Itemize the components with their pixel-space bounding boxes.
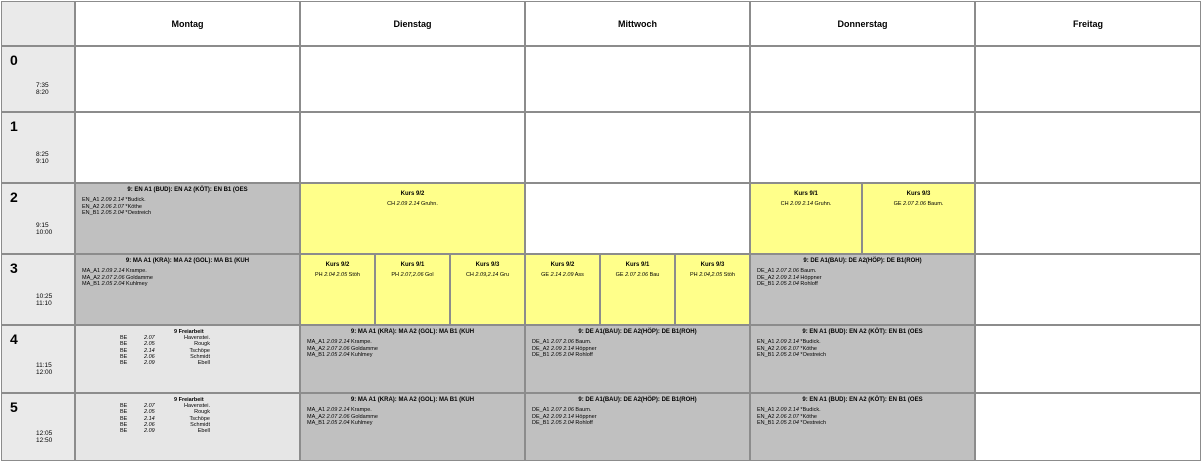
teacher: Goldamme — [124, 274, 153, 281]
empty-slot — [525, 112, 750, 183]
course-line — [301, 272, 374, 278]
rooms: 2.09 2.14 — [396, 201, 420, 207]
teacher: Rohloff — [573, 352, 593, 358]
group: EN_B1 — [82, 210, 101, 216]
block-line — [82, 210, 299, 217]
teacher: Schmidt — [190, 353, 210, 360]
period-2 — [1, 183, 75, 254]
block-title: 9 Freiarbeit — [174, 329, 204, 335]
teacher: Baum. — [798, 268, 817, 274]
empty-slot — [525, 46, 750, 112]
teacher: Gruhn. — [419, 201, 438, 207]
rooms: 2.04,2.05 — [699, 272, 723, 278]
group: EN_A2 — [757, 413, 776, 420]
rooms: 2.09 2.14 — [326, 339, 350, 345]
rooms: 2.07 2.06 — [101, 274, 125, 281]
teacher: *Budick. — [798, 407, 821, 413]
block-lines — [307, 339, 524, 359]
period-end: 11:10 — [36, 299, 52, 307]
subject: CH — [387, 201, 397, 207]
period-end: 12:00 — [36, 369, 53, 376]
block-title: 9 Freiarbeit — [174, 397, 204, 403]
block-line — [532, 352, 749, 359]
group: DE_B1 — [532, 420, 551, 426]
teacher: Bau — [648, 272, 660, 278]
subject: GE — [541, 272, 551, 278]
block-lines — [532, 339, 749, 359]
teacher: Tschöpe — [189, 415, 210, 422]
teacher: Goldamme — [349, 413, 378, 420]
rooms: 2.09 2.14 — [100, 197, 124, 203]
teacher: Rougk — [194, 409, 210, 416]
group: MA_A2 — [307, 413, 327, 420]
period-time — [36, 362, 52, 376]
lesson-dienstag-4[interactable] — [300, 325, 525, 393]
rooms: 2.05 2.04 — [326, 420, 350, 426]
group: BE — [120, 415, 128, 422]
rooms: 2.06 2.07 — [775, 345, 799, 352]
group: DE_A2 — [532, 413, 551, 420]
teacher: Krampe. — [124, 268, 147, 274]
day-header-dienstag — [300, 1, 525, 46]
rooms: 2.14 — [144, 347, 155, 354]
group: BE — [120, 428, 128, 435]
group: BE — [120, 335, 128, 342]
teacher: Baum. — [573, 407, 592, 413]
teacher: Ass — [573, 272, 584, 278]
block-line — [757, 281, 974, 288]
rooms: 2.09 2.14 — [326, 407, 350, 413]
course-title: Kurs 9/2 — [400, 191, 425, 197]
rooms: 2.06 — [144, 353, 155, 360]
group: EN_A2 — [757, 345, 776, 352]
block-title: 9: DE A1(BAU): DE A2(HÖP): DE B1(ROH) — [803, 258, 922, 264]
course-title: Kurs 9/3 — [700, 262, 725, 268]
teacher: Krampe. — [349, 339, 372, 345]
course-line — [863, 201, 974, 207]
course-title: Kurs 9/3 — [906, 191, 931, 197]
block-lines — [757, 268, 974, 288]
rooms: 2.05 2.04 — [775, 420, 799, 426]
subject: CH — [780, 201, 791, 207]
rooms: 2.04 2.05 — [324, 272, 348, 278]
empty-slot — [750, 112, 975, 183]
lesson-dienstag-3a[interactable] — [300, 254, 375, 325]
group: DE_A2 — [532, 345, 551, 352]
teacher: Havenstei. — [184, 403, 210, 410]
period-end: 9:10 — [36, 157, 49, 165]
block-title: 9: DE A1(BAU): DE A2(HÖP): DE B1(ROH) — [578, 397, 697, 403]
teacher: Stöh — [722, 272, 735, 278]
lesson-montag-4[interactable] — [75, 325, 300, 393]
lesson-mittwoch-3b[interactable] — [600, 254, 675, 325]
block-lines — [307, 407, 524, 427]
period-start: 10:25 — [36, 292, 53, 300]
block-title: 9: EN A1 (BUD): EN A2 (KÖT): EN B1 (OES — [127, 187, 248, 193]
block-lines — [82, 268, 299, 288]
rooms: 2.09 2.14 — [101, 268, 125, 274]
teacher: Goldamme — [349, 345, 378, 352]
period-start: 9:15 — [36, 221, 49, 229]
block-line — [757, 420, 974, 427]
rooms: 2.07 2.06 — [903, 201, 926, 207]
period-number: 0 — [10, 52, 18, 68]
subject: GE — [615, 272, 626, 278]
teacher: Kuhlmey — [349, 352, 373, 358]
teacher: Rohloff — [573, 420, 593, 426]
rooms: 2.07 — [144, 403, 155, 410]
teacher: *Budick. — [798, 339, 821, 345]
teacher: Höppner — [798, 274, 822, 281]
day-header-label: Mittwoch — [618, 18, 657, 29]
subject: PH — [690, 272, 700, 278]
block-line — [307, 420, 524, 427]
lesson-dienstag-5[interactable] — [300, 393, 525, 461]
day-header-montag — [75, 1, 300, 46]
course-title: Kurs 9/1 — [794, 191, 818, 197]
empty-slot — [975, 183, 1201, 254]
rooms: 2.05 2.04 — [550, 420, 574, 426]
empty-slot — [750, 46, 975, 112]
teacher: Ebell — [197, 428, 210, 435]
group: MA_B1 — [307, 420, 327, 426]
teacher: *Oestreich — [798, 420, 827, 426]
subject: PH — [315, 272, 325, 278]
empty-slot — [75, 112, 300, 183]
rooms: 2.09 2.14 — [550, 345, 574, 352]
lesson-dienstag-3b[interactable] — [375, 254, 450, 325]
period-end: 10:00 — [36, 228, 53, 236]
teacher: Gru — [498, 272, 510, 278]
course-title: Kurs 9/1 — [625, 262, 650, 268]
course-title: Kurs 9/2 — [550, 262, 575, 268]
course-line — [676, 272, 749, 278]
rooms: 2.07 2.06 — [625, 272, 649, 278]
period-number: 4 — [10, 331, 18, 347]
empty-slot — [75, 46, 300, 112]
course-line — [526, 272, 599, 278]
rooms: 2.05 2.04 — [100, 210, 124, 216]
period-4 — [1, 325, 75, 393]
teacher: Kuhlmey — [124, 281, 148, 287]
teacher: Tschöpe — [189, 347, 210, 354]
teacher: Gol — [423, 272, 434, 278]
group: DE_B1 — [757, 281, 776, 287]
rooms: 2.07 2.06 — [550, 407, 574, 413]
group: MA_B1 — [307, 352, 327, 358]
period-number: 2 — [10, 189, 18, 205]
period-time — [36, 430, 52, 444]
period-time — [36, 222, 52, 236]
day-header-donnerstag — [750, 1, 975, 46]
empty-slot — [975, 325, 1201, 393]
group: BE — [120, 409, 128, 416]
subject: CH — [465, 272, 476, 278]
course-line — [451, 272, 524, 278]
teacher: Rohloff — [798, 281, 818, 287]
day-header-freitag — [975, 1, 1201, 46]
rooms: 2.09 2.14 — [550, 413, 574, 420]
lesson-donnerstag-5[interactable] — [750, 393, 975, 461]
day-header-label: Donnerstag — [837, 18, 888, 29]
rooms: 2.09 2.14 — [775, 407, 799, 413]
teacher: *Köthe — [798, 345, 817, 352]
rooms: 2.06 2.07 — [100, 203, 124, 210]
group: DE_A2 — [757, 274, 776, 281]
rooms: 2.05 2.04 — [550, 352, 574, 358]
block-line — [120, 428, 299, 434]
empty-slot — [975, 393, 1201, 461]
period-start: 8:25 — [36, 150, 49, 158]
group: EN_A1 — [757, 339, 776, 345]
course-line — [376, 272, 449, 278]
block-lines — [532, 407, 749, 427]
lesson-mittwoch-5[interactable] — [525, 393, 750, 461]
teacher: *Budick. — [123, 197, 146, 203]
course-line — [751, 201, 861, 207]
group: MA_A1 — [307, 407, 327, 413]
day-header-label: Montag — [171, 18, 204, 29]
lesson-donnerstag-4[interactable] — [750, 325, 975, 393]
block-line — [757, 352, 974, 359]
rooms: 2.05 — [144, 409, 155, 416]
lesson-donnerstag-2a[interactable] — [750, 183, 862, 254]
group: BE — [120, 353, 128, 360]
rooms: 2.14 — [144, 415, 155, 422]
group: DE_A1 — [757, 268, 776, 274]
group: BE — [120, 360, 128, 367]
group: EN_B1 — [757, 420, 776, 426]
period-number: 3 — [10, 260, 18, 276]
empty-slot — [525, 183, 750, 254]
period-time — [36, 82, 49, 96]
day-header-label: Dienstag — [393, 18, 432, 29]
lesson-mittwoch-4[interactable] — [525, 325, 750, 393]
period-end: 8:20 — [36, 89, 49, 96]
teacher: Rougk — [194, 341, 210, 348]
period-number: 5 — [10, 399, 18, 415]
teacher: *Köthe — [798, 413, 817, 420]
rooms: 2.07 — [144, 335, 155, 342]
lesson-dienstag-2[interactable] — [300, 183, 525, 254]
block-title: 9: DE A1(BAU): DE A2(HÖP): DE B1(ROH) — [578, 329, 697, 335]
teacher: Baum. — [573, 339, 592, 345]
group: BE — [120, 341, 128, 348]
block-title: 9: MA A1 (KRA): MA A2 (GOL): MA B1 (KUH — [125, 258, 250, 264]
group: BE — [120, 347, 128, 354]
course-line — [301, 201, 524, 207]
block-line — [82, 281, 299, 288]
group: MA_B1 — [82, 281, 102, 287]
rooms: 2.09 2.14 — [790, 201, 814, 207]
block-lines — [82, 197, 299, 217]
period-start: 11:15 — [36, 362, 52, 369]
block-title: 9: MA A1 (KRA): MA A2 (GOL): MA B1 (KUH — [350, 329, 475, 335]
period-3 — [1, 254, 75, 325]
teacher: Höppner — [573, 413, 597, 420]
group: BE — [120, 403, 128, 410]
corner-cell — [1, 1, 75, 46]
rooms: 2.07 2.06 — [326, 345, 350, 352]
group: MA_A2 — [307, 345, 327, 352]
group: BE — [120, 421, 128, 428]
teacher: Höppner — [573, 345, 597, 352]
frei-lines — [120, 329, 299, 366]
lesson-mittwoch-3a[interactable] — [525, 254, 600, 325]
period-1 — [1, 112, 75, 183]
lesson-montag-3[interactable] — [75, 254, 300, 325]
group: DE_B1 — [532, 352, 551, 358]
teacher: *Oestreich — [123, 210, 152, 216]
period-start: 7:35 — [36, 82, 49, 89]
rooms: 2.07 2.06 — [326, 413, 350, 420]
course-title: Kurs 9/3 — [475, 262, 500, 268]
rooms: 2.09,2.14 — [475, 272, 499, 278]
rooms: 2.06 — [144, 421, 155, 428]
block-lines — [757, 407, 974, 427]
group: EN_B1 — [757, 352, 776, 358]
block-title: 9: EN A1 (BUD): EN A2 (KÖT): EN B1 (OES — [802, 329, 923, 335]
group: EN_A1 — [82, 197, 101, 203]
teacher: Gruhn. — [813, 201, 832, 207]
lesson-montag-2[interactable] — [75, 183, 300, 254]
period-time — [36, 151, 49, 165]
teacher: Ebell — [197, 360, 210, 367]
empty-slot — [300, 46, 525, 112]
empty-slot — [975, 46, 1201, 112]
period-time — [36, 293, 52, 307]
rooms: 2.07 2.06 — [775, 268, 799, 274]
group: MA_A1 — [307, 339, 327, 345]
block-title: 9: MA A1 (KRA): MA A2 (GOL): MA B1 (KUH — [350, 397, 475, 403]
group: MA_A1 — [82, 268, 102, 274]
course-title: Kurs 9/1 — [400, 262, 425, 268]
teacher: Baum. — [925, 201, 944, 207]
teacher: Schmidt — [190, 421, 210, 428]
block-line — [120, 360, 299, 366]
period-5 — [1, 393, 75, 461]
rooms: 2.05 2.04 — [775, 281, 799, 287]
course-line — [601, 272, 674, 278]
group: DE_A1 — [532, 407, 551, 413]
rooms: 2.07,2.06 — [400, 272, 424, 278]
teacher: Stöh — [347, 272, 360, 278]
period-end: 12:50 — [36, 437, 53, 444]
course-title: Kurs 9/2 — [325, 262, 350, 268]
subject: GE — [893, 201, 904, 207]
rooms: 2.09 — [144, 360, 155, 367]
empty-slot — [300, 112, 525, 183]
rooms: 2.07 2.06 — [550, 339, 574, 345]
empty-slot — [975, 112, 1201, 183]
rooms: 2.05 — [144, 341, 155, 348]
day-header-mittwoch — [525, 1, 750, 46]
lesson-mittwoch-3c[interactable] — [675, 254, 750, 325]
period-0 — [1, 46, 75, 112]
empty-slot — [975, 254, 1201, 325]
period-number: 1 — [10, 118, 18, 134]
rooms: 2.14 2.09 — [550, 272, 574, 278]
teacher: Kuhlmey — [349, 420, 373, 426]
day-header-label: Freitag — [1072, 18, 1103, 29]
lesson-donnerstag-2b[interactable] — [862, 183, 975, 254]
rooms: 2.09 2.14 — [775, 274, 799, 281]
group: DE_A1 — [532, 339, 551, 345]
rooms: 2.06 2.07 — [775, 413, 799, 420]
group: EN_A1 — [757, 407, 776, 413]
group: EN_A2 — [82, 203, 101, 210]
group: MA_A2 — [82, 274, 102, 281]
block-line — [307, 352, 524, 359]
teacher: Havenstei. — [184, 335, 210, 342]
rooms: 2.05 2.04 — [326, 352, 350, 358]
block-lines — [757, 339, 974, 359]
teacher: *Köthe — [123, 203, 142, 210]
teacher: Krampe. — [349, 407, 372, 413]
rooms: 2.05 2.04 — [775, 352, 799, 358]
teacher: *Oestreich — [798, 352, 827, 358]
frei-lines — [120, 397, 299, 434]
lesson-montag-5[interactable] — [75, 393, 300, 461]
subject: PH — [391, 272, 401, 278]
lesson-donnerstag-3[interactable] — [750, 254, 975, 325]
block-line — [532, 420, 749, 427]
rooms: 2.05 2.04 — [101, 281, 125, 287]
rooms: 2.09 2.14 — [775, 339, 799, 345]
rooms: 2.09 — [144, 428, 155, 435]
lesson-dienstag-3c[interactable] — [450, 254, 525, 325]
period-start: 12:05 — [36, 430, 53, 437]
block-title: 9: EN A1 (BUD): EN A2 (KÖT): EN B1 (OES — [802, 397, 923, 403]
